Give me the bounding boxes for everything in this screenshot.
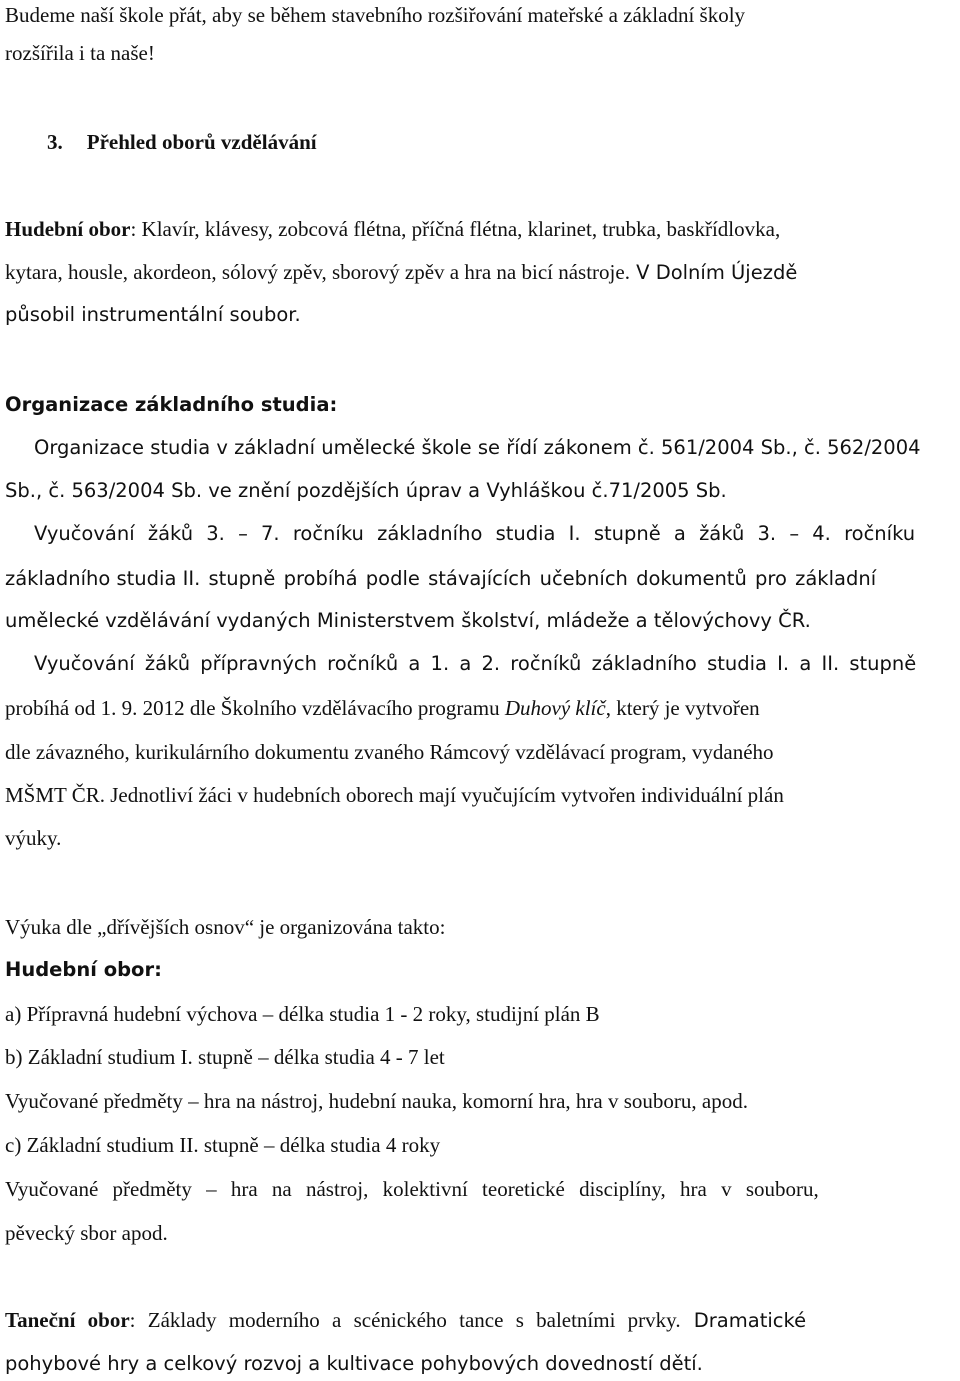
organizace-heading: Organizace základního studia: [5,393,338,416]
hudebni-line-1 [5,215,960,243]
hudebni-line-3: působil instrumentální soubor. [5,303,301,326]
organizace-p2-line-2-end: stupně probíhá podle stávajících učebních dokumentů pro základní [200,567,877,590]
organizace-p3-line-2-end: , který je vytvořen [605,696,760,720]
vyuka-heading: Hudební obor: [5,958,162,981]
vyuka-item-b: b) Základní studium I. stupně – délka studia 4 - 7 let [5,1045,445,1069]
organizace-p1-line-1: Organizace studia v základní umělecké škole se řídí zákonem č. 561/2004 Sb., č. 562/2004 [34,436,921,459]
organizace-p3-line-2 [5,694,960,722]
tanecni-text-1: : Základy moderního a scénického tance s baletními prvky. [129,1308,681,1332]
vyuka-item-c-predmety-2: pěvecký sbor apod. [5,1221,168,1245]
tanecni-line-1 [5,1306,960,1335]
hudebni-line-2 [5,258,960,287]
vyuka-item-b-predmety: Vyučované předměty – hra na nástroj, hudební nauka, komorní hra, hra v souboru, apod. [5,1089,748,1113]
vyuka-intro: Výuka dle „dřívějších osnov“ je organizována takto: [5,915,446,939]
section-heading [47,128,960,156]
section-title: Přehled oborů vzdělávání [86,130,317,154]
organizace-p3-line-5: výuky. [5,826,62,850]
section-number: 3. [47,130,63,154]
organizace-p2-line-3: umělecké vzdělávání vydaných Ministerstvem školství, mládeže a tělovýchovy ČR. [5,609,811,632]
hudebni-soubor-start: V Dolním Újezdě [629,261,798,284]
intro-line-2: rozšířila i ta naše! [5,41,155,65]
vyuka-item-c-predmety-1: Vyučované předměty – hra na nástroj, kolektivní teoretické disciplíny, hra v souboru, [5,1177,819,1201]
organizace-p3-line-1: Vyučování žáků přípravných ročníků a 1. a 2. ročníků základního studia I. a II. stupně [34,652,917,675]
organizace-p3-line-3: dle závazného, kurikulárního dokumentu zvaného Rámcový vzdělávací program, vydaného [5,740,774,764]
vyuka-item-c: c) Základní studium II. stupně – délka studia 4 roky [5,1133,441,1157]
organizace-p2-line-2 [5,564,960,593]
hudebni-label: Hudební obor [5,217,131,241]
tanecni-label: Taneční obor [5,1308,130,1332]
organizace-p2-line-2-start: základního studia II. [5,567,201,590]
tanecni-dramaticke: Dramatické [680,1309,807,1332]
hudebni-instruments-2: kytara, housle, akordeon, sólový zpěv, sborový zpěv a hra na bicí nástroje. [5,260,630,284]
hudebni-instruments-1: : Klavír, klávesy, zobcová flétna, příčná flétna, klarinet, trubka, baskřídlovka, [130,217,781,241]
tanecni-line-2: pohybové hry a celkový rozvoj a kultivace pohybových dovedností dětí. [5,1352,703,1375]
program-name: Duhový klíč [504,696,606,720]
organizace-p3-line-4: MŠMT ČR. Jednotliví žáci v hudebních oborech mají vyučujícím vytvořen individuální plán [5,783,784,807]
intro-line-1: Budeme naší škole přát, aby se během stavebního rozšiřování mateřské a základní školy [5,3,746,27]
organizace-p3-line-2-start: probíhá od 1. 9. 2012 dle Školního vzdělávacího programu [5,696,505,720]
organizace-p1-line-2: Sb., č. 563/2004 Sb. ve znění pozdějších úprav a Vyhláškou č.71/2005 Sb. [5,479,727,502]
organizace-p2-line-1: Vyučování žáků 3. – 7. ročníku základního studia I. stupně a žáků 3. – 4. ročníku [34,522,916,545]
vyuka-item-a: a) Přípravná hudební výchova – délka studia 1 - 2 roky, studijní plán B [5,1002,600,1026]
